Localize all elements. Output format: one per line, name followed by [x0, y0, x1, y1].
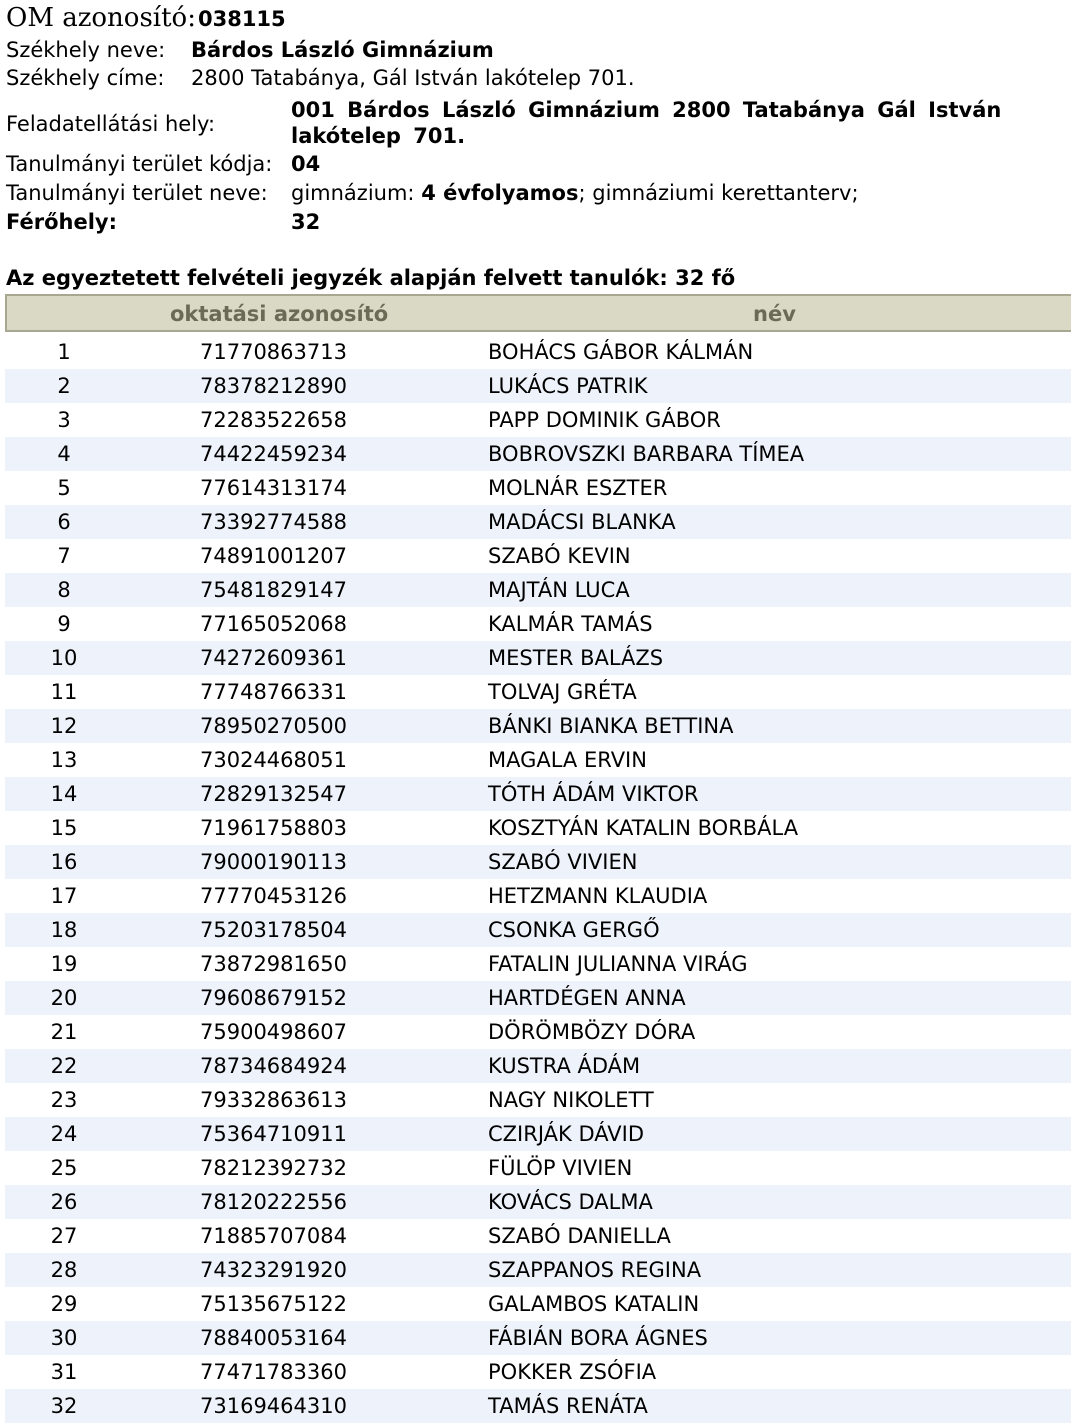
seat-name-value: Bárdos László Gimnázium: [191, 38, 494, 62]
study-area-name-label: Tanulmányi terület neve:: [6, 181, 268, 205]
row-number: 29: [50, 1292, 78, 1316]
table-row: [5, 1151, 1071, 1185]
table-row: [5, 403, 1071, 437]
row-number: 14: [50, 782, 78, 806]
student-name-cell: CZIRJÁK DÁVID: [488, 1122, 645, 1146]
row-number: 10: [50, 646, 78, 670]
row-number: 24: [50, 1122, 78, 1146]
student-name-cell: KALMÁR TAMÁS: [488, 612, 653, 636]
row-number: 16: [50, 850, 78, 874]
row-number: 8: [57, 578, 71, 602]
row-number: 19: [50, 952, 78, 976]
table-row: [5, 471, 1071, 505]
student-name-cell: SZABÓ KEVIN: [488, 544, 631, 568]
student-name-cell: BOBROVSZKI BARBARA TÍMEA: [488, 442, 805, 466]
student-name-cell: SZABÓ VIVIEN: [488, 850, 638, 874]
table-row: [5, 369, 1071, 403]
education-id-cell: 75481829147: [200, 578, 347, 602]
table-row: [5, 981, 1071, 1015]
education-id-cell: 74891001207: [200, 544, 347, 568]
om-id-value: 038115: [197, 7, 286, 31]
student-name-cell: SZAPPANOS REGINA: [488, 1258, 702, 1282]
table-row: [5, 641, 1071, 675]
education-id-cell: 73872981650: [200, 952, 347, 976]
table-row: [5, 1083, 1071, 1117]
row-number: 27: [50, 1224, 78, 1248]
row-number: 12: [50, 714, 78, 738]
row-number: 22: [50, 1054, 78, 1078]
study-area-name-bold: 4 évfolyamos: [421, 181, 579, 205]
table-row: [5, 573, 1071, 607]
student-name-cell: MOLNÁR ESZTER: [488, 476, 668, 500]
table-row: [5, 845, 1071, 879]
seat-name-label: Székhely neve:: [6, 38, 166, 62]
education-id-cell: 72283522658: [200, 408, 347, 432]
education-id-cell: 77614313174: [200, 476, 347, 500]
table-row: [5, 1049, 1071, 1083]
student-name-cell: CSONKA GERGŐ: [488, 918, 660, 942]
education-id-cell: 74323291920: [200, 1258, 347, 1282]
row-number: 23: [50, 1088, 78, 1112]
table-row: [5, 607, 1071, 641]
table-row: [5, 539, 1071, 573]
student-name-cell: MAJTÁN LUCA: [488, 578, 630, 602]
education-id-cell: 75900498607: [200, 1020, 347, 1044]
row-number: 1: [57, 340, 71, 364]
table-row: [5, 879, 1071, 913]
student-name-cell: HETZMANN KLAUDIA: [488, 884, 708, 908]
table-header: [5, 294, 1071, 332]
student-name-cell: KOSZTYÁN KATALIN BORBÁLA: [488, 816, 799, 840]
row-number: 9: [57, 612, 71, 636]
education-id-cell: 77471783360: [200, 1360, 347, 1384]
table-row: [5, 675, 1071, 709]
capacity-label: Férőhely:: [6, 210, 117, 234]
table-row: [5, 1355, 1071, 1389]
education-id-cell: 73024468051: [200, 748, 347, 772]
row-number: 6: [57, 510, 71, 534]
student-name-cell: FATALIN JULIANNA VIRÁG: [488, 952, 748, 976]
row-number: 26: [50, 1190, 78, 1214]
education-id-cell: 78212392732: [200, 1156, 347, 1180]
table-row: [5, 437, 1071, 471]
row-number: 11: [50, 680, 78, 704]
seat-address-row: [6, 65, 1072, 91]
student-name-cell: TAMÁS RENÁTA: [488, 1394, 648, 1418]
row-number: 7: [57, 544, 71, 568]
row-number: 17: [50, 884, 78, 908]
student-name-cell: POKKER ZSÓFIA: [488, 1360, 657, 1384]
row-number: 20: [50, 986, 78, 1010]
student-name-cell: PAPP DOMINIK GÁBOR: [488, 408, 721, 432]
table-row: [5, 709, 1071, 743]
table-row: [5, 1287, 1071, 1321]
table-row: [5, 505, 1071, 539]
study-area-name-prefix: gimnázium:: [291, 181, 422, 205]
row-number: 2: [57, 374, 71, 398]
row-number: 32: [50, 1394, 78, 1418]
student-name-cell: MADÁCSI BLANKA: [488, 510, 676, 534]
capacity-row: [6, 209, 1072, 235]
row-number: 4: [57, 442, 71, 466]
row-number: 5: [57, 476, 71, 500]
student-name-cell: BOHÁCS GÁBOR KÁLMÁN: [488, 340, 754, 364]
education-id-cell: 71885707084: [200, 1224, 347, 1248]
row-number: 13: [50, 748, 78, 772]
row-number: 21: [50, 1020, 78, 1044]
table-row: [5, 947, 1071, 981]
education-id-cell: 74272609361: [200, 646, 347, 670]
education-id-cell: 79608679152: [200, 986, 347, 1010]
student-name-cell: GALAMBOS KATALIN: [488, 1292, 700, 1316]
table-row: [5, 913, 1071, 947]
student-name-cell: TÓTH ÁDÁM VIKTOR: [488, 782, 699, 806]
education-id-cell: 79000190113: [200, 850, 347, 874]
table-row: [5, 1389, 1071, 1423]
table-row: [5, 1321, 1071, 1355]
capacity-value: 32: [291, 210, 321, 234]
education-id-cell: 77770453126: [200, 884, 347, 908]
row-number: 25: [50, 1156, 78, 1180]
education-id-cell: 78378212890: [200, 374, 347, 398]
seat-address-value: 2800 Tatabánya, Gál István lakótelep 701.: [191, 66, 635, 90]
education-id-cell: 79332863613: [200, 1088, 347, 1112]
student-name-cell: SZABÓ DANIELLA: [488, 1224, 671, 1248]
student-name-cell: TOLVAJ GRÉTA: [488, 680, 637, 704]
education-id-cell: 71961758803: [200, 816, 347, 840]
study-area-name-suffix: ; gimnáziumi kerettanterv;: [578, 181, 859, 205]
student-name-cell: DÖRÖMBÖZY DÓRA: [488, 1020, 696, 1044]
education-id-cell: 73169464310: [200, 1394, 347, 1418]
education-id-cell: 75135675122: [200, 1292, 347, 1316]
education-id-cell: 78734684924: [200, 1054, 347, 1078]
education-id-cell: 73392774588: [200, 510, 347, 534]
seat-name-row: [6, 37, 1072, 63]
column-header-id: oktatási azonosító: [170, 302, 389, 326]
row-number: 31: [50, 1360, 78, 1384]
table-row: [5, 1185, 1071, 1219]
table-row: [5, 335, 1071, 369]
education-id-cell: 74422459234: [200, 442, 347, 466]
student-name-cell: FÁBIÁN BORA ÁGNES: [488, 1326, 708, 1350]
student-name-cell: MAGALA ERVIN: [488, 748, 647, 772]
row-number: 15: [50, 816, 78, 840]
admitted-students-title: Az egyeztetett felvételi jegyzék alapján felvett tanulók: 32 fő: [6, 266, 736, 290]
education-id-cell: 72829132547: [200, 782, 347, 806]
table-row: [5, 1253, 1071, 1287]
study-area-code-row: [6, 151, 1072, 177]
row-number: 18: [50, 918, 78, 942]
education-id-cell: 77165052068: [200, 612, 347, 636]
education-id-cell: 71770863713: [200, 340, 347, 364]
row-number: 28: [50, 1258, 78, 1282]
table-row: [5, 777, 1071, 811]
task-site-label: Feladatellátási hely:: [6, 112, 216, 136]
student-name-cell: BÁNKI BIANKA BETTINA: [488, 714, 734, 738]
education-id-cell: 78840053164: [200, 1326, 347, 1350]
column-header-name: név: [753, 302, 796, 326]
student-name-cell: NAGY NIKOLETT: [488, 1088, 654, 1112]
table-row: [5, 1117, 1071, 1151]
student-name-cell: KUSTRA ÁDÁM: [488, 1054, 641, 1078]
student-name-cell: LUKÁCS PATRIK: [488, 374, 648, 398]
education-id-cell: 75203178504: [200, 918, 347, 942]
row-number: 30: [50, 1326, 78, 1350]
study-area-name-row: [6, 180, 1072, 206]
student-name-cell: KOVÁCS DALMA: [488, 1190, 653, 1214]
seat-address-label: Székhely címe:: [6, 66, 165, 90]
om-id-line: [6, 2, 286, 34]
table-row: [5, 1219, 1071, 1253]
education-id-cell: 78120222556: [200, 1190, 347, 1214]
student-name-cell: HARTDÉGEN ANNA: [488, 986, 686, 1010]
table-row: [5, 1015, 1071, 1049]
study-area-code-value: 04: [291, 152, 321, 176]
study-area-code-label: Tanulmányi terület kódja:: [6, 152, 273, 176]
task-site-value: 001 Bárdos László Gimnázium 2800 Tatabánya Gál István lakótelep 701.: [291, 98, 1002, 148]
study-area-name-value: [291, 180, 859, 206]
table-row: [5, 811, 1071, 845]
education-id-cell: 77748766331: [200, 680, 347, 704]
student-name-cell: FÜLÖP VIVIEN: [488, 1156, 633, 1180]
student-name-cell: MESTER BALÁZS: [488, 646, 664, 670]
table-row: [5, 743, 1071, 777]
student-table-body: [5, 335, 1071, 1423]
task-site-row: [6, 97, 1072, 151]
row-number: 3: [57, 408, 71, 432]
om-id-label: OM azonosító:: [6, 3, 196, 33]
education-id-cell: 78950270500: [200, 714, 347, 738]
education-id-cell: 75364710911: [200, 1122, 347, 1146]
